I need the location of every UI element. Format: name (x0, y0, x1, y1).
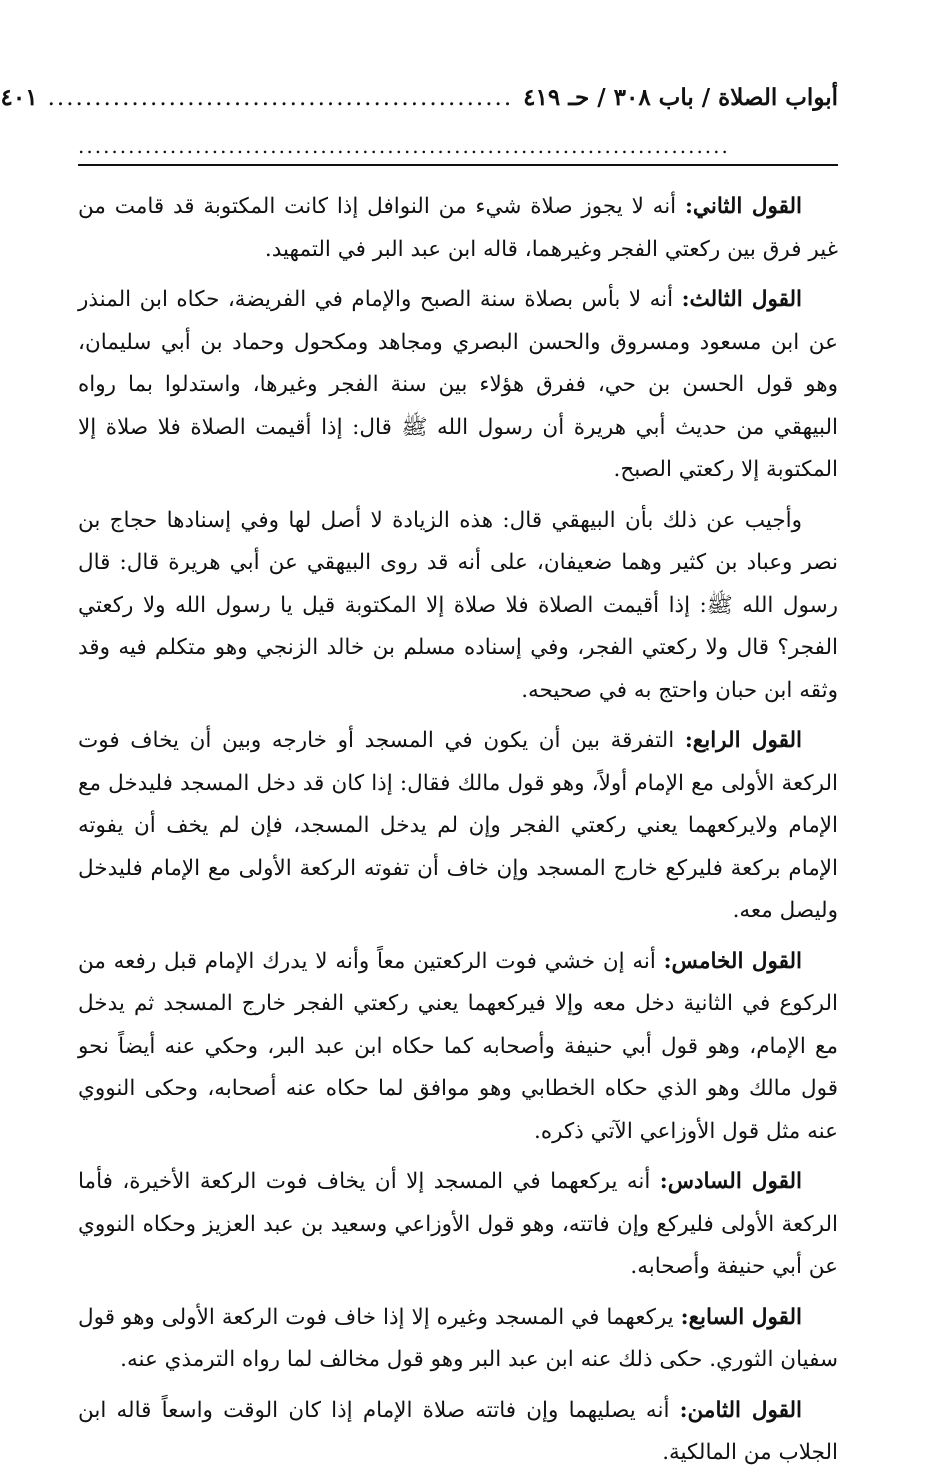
paragraph-label: القول السادس: (659, 1169, 802, 1194)
paragraph-text: أنه لا بأس بصلاة سنة الصبح والإمام في الفريضة، حكاه ابن المنذر عن ابن مسعود ومسروق والحسن البصري ومجاهد ومكحول وحماد بن أبي سليمان، وهو قول الحسن بن حي، ففرق هؤلاء بين سنة الفجر وغيرها، واستدلوا بما رواه البيهقي من حديث أبي هريرة أن رسول الله ﷺ قال: إذا أقيمت الصلاة فلا صلاة إلا المكتوبة إلا ركعتي الصبح. (78, 287, 838, 482)
paragraph-label: القول الثاني: (684, 194, 802, 219)
paragraph-text: أنه لا يجوز صلاة شيء من النوافل إذا كانت المكتوبة قد قامت من غير فرق بين ركعتي الفجر وغيرهما، قاله ابن عبد البر في التمهيد. (78, 194, 838, 262)
paragraph (78, 186, 838, 271)
paragraph-text: وأجيب عن ذلك بأن البيهقي قال: هذه الزيادة لا أصل لها وفي إسنادها حجاج بن نصر وعباد بن كثير وهما ضعيفان، على أنه قد روى البيهقي عن أبي هريرة قال: قال رسول الله ﷺ: إذا أقيمت الصلاة فلا صلاة إلا المكتوبة قيل يا رسول الله ولا ركعتي الفجر؟ قال ولا ركعتي الفجر، وفي إسناده مسلم بن خالد الزنجي وهو متكلم فيه وقد وثقه ابن حبان واحتج به في صحيحه. (78, 507, 838, 703)
paragraph-text: يركعهما في المسجد وغيره إلا إذا خاف فوت الركعة الأولى وهو قول سفيان الثوري. حكى ذلك عنه ابن عبد البر وهو قول مخالف لما رواه الترمذي عنه. (78, 1304, 838, 1372)
running-header (0, 84, 838, 124)
paragraph (78, 1390, 838, 1475)
separator-dots: .............................................................................. (78, 134, 730, 158)
paragraph-text: أنه يصليهما وإن فاتته صلاة الإمام إذا كان الوقت واسعاً قاله ابن الجلاب من المالكية. (78, 1397, 838, 1465)
paragraph-label: القول السابع: (680, 1304, 803, 1330)
paragraph-label: القول الرابع: (684, 728, 802, 753)
paragraph-label: القول الخامس: (663, 948, 802, 974)
paragraph-text: أنه يركعهما في المسجد إلا أن يخاف فوت الركعة الأخيرة، فأما الركعة الأولى فليركع وإن فاتته، وهو قول الأوزاعي وسعيد بن عبد العزيز وحكاه النووي عن أبي حنيفة وأصحابه. (78, 1169, 838, 1279)
page-number: ٤٠١ (0, 84, 38, 111)
leader-dots: .................................................. (47, 85, 514, 111)
chapter-title: أبواب الصلاة / باب ٣٠٨ / حـ ٤١٩ (523, 84, 838, 111)
main-text (78, 186, 838, 1475)
book-page (0, 84, 838, 1483)
paragraph (78, 1297, 838, 1382)
header-rule (78, 164, 838, 166)
paragraph-label: القول الثامن: (679, 1397, 802, 1423)
paragraph (78, 500, 838, 713)
paragraph (78, 1161, 838, 1289)
paragraph (78, 279, 838, 492)
paragraph (78, 720, 838, 933)
paragraph (78, 941, 838, 1154)
paragraph-text: أنه إن خشي فوت الركعتين معاً وأنه لا يدرك الإمام قبل رفعه من الركوع في الثانية دخل معه وإلا فيركعهما يعني ركعتي الفجر خارج المسجد ثم يدخل مع الإمام، وهو قول أبي حنيفة وأصحابه كما حكاه ابن عبد البر، وحكي عنه أيضاً نحو قول مالك وهو الذي حكاه الخطابي وهو موافق لما حكاه عنه أصحابه، وحكى النووي عنه مثل قول الأوزاعي الآتي ذكره. (78, 948, 838, 1144)
paragraph-text: التفرقة بين أن يكون في المسجد أو خارجه وبين أن يخاف فوت الركعة الأولى مع الإمام أولاً، وهو قول مالك فقال: إذا كان قد دخل المسجد فليدخل مع الإمام ولايركعهما يعني ركعتي الفجر وإن لم يدخل المسجد، فإن لم يخف أن يفوته الإمام بركعة فليركع خارج المسجد وإن خاف أن تفوته الركعة الأولى مع الإمام فليدخل وليصل معه. (78, 728, 838, 923)
paragraph-label: القول الثالث: (681, 287, 802, 312)
